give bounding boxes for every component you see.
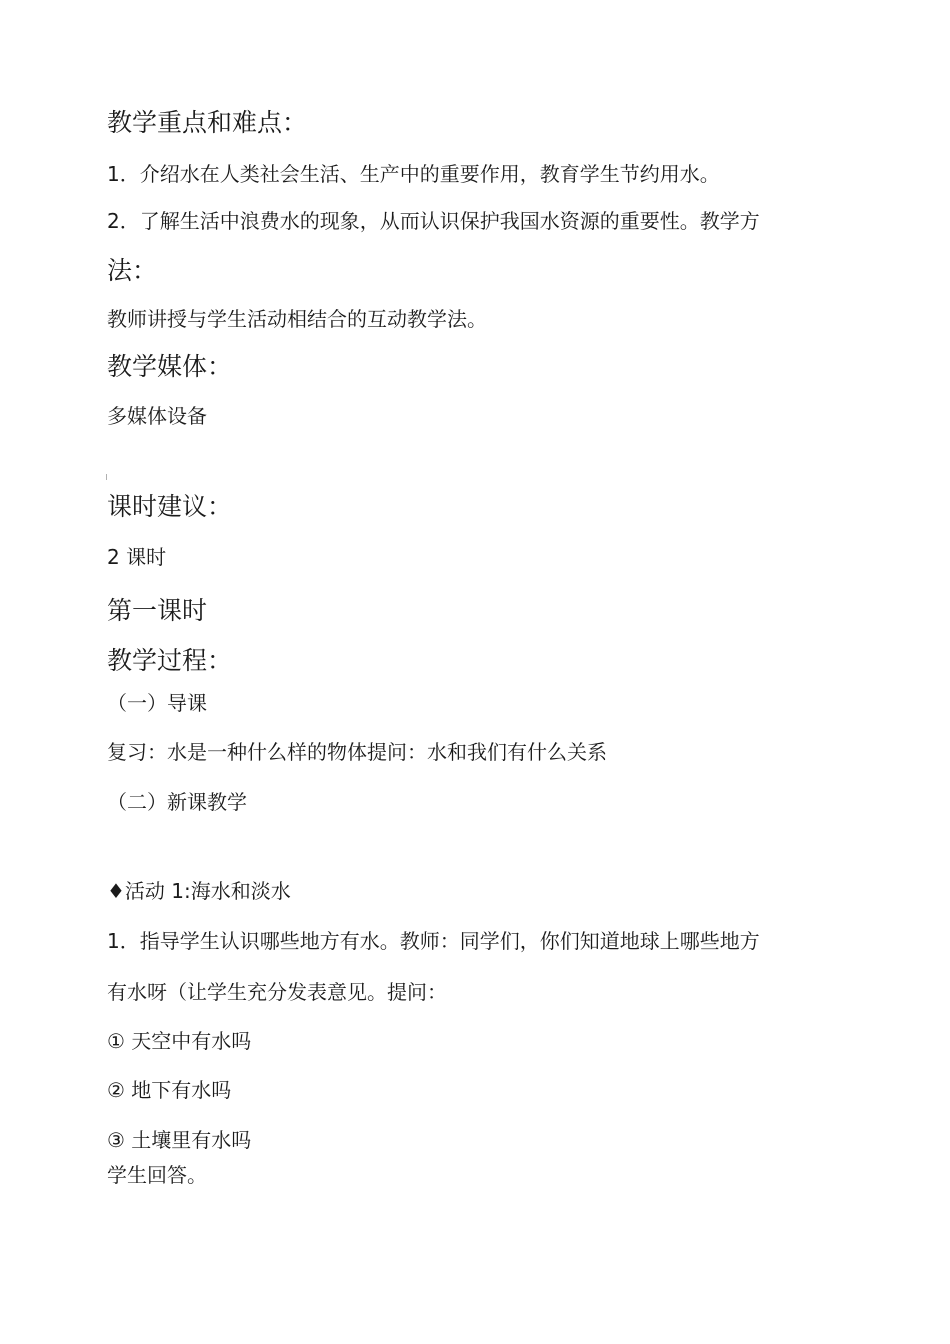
process-heading: 教学过程： [107,646,233,675]
first-lesson-heading: 第一课时 [107,596,208,625]
question-2: ② 地下有水吗 [107,1078,232,1102]
schedule-heading: 课时建议： [107,492,233,521]
question-1: ① 天空中有水吗 [107,1029,252,1053]
question-3: ③ 土壤里有水吗 [107,1128,252,1152]
teaching-media-heading: 教学媒体： [107,352,233,381]
teaching-method-text: 教师讲授与学生活动相结合的互动教学法。 [107,307,487,331]
key-points-heading: 教学重点和难点： [107,108,308,137]
step-1-intro: （一）导课 [107,691,207,715]
guide-line-1: 1．指导学生认识哪些地方有水。教师：同学们，你们知道地球上哪些地方 [107,929,760,953]
key-point-2-line-2: 法： [107,256,158,285]
key-point-2-line-1: 2．了解生活中浪费水的现象，从而认识保护我国水资源的重要性。教学方 [107,209,760,233]
review-text: 复习：水是一种什么样的物体提问：水和我们有什么关系 [107,740,607,764]
teaching-media-text: 多媒体设备 [107,404,207,428]
answer-text: 学生回答。 [107,1163,207,1187]
step-2-new-lesson: （二）新课教学 [107,790,247,814]
guide-line-2: 有水呀（让学生充分发表意见。提问： [107,980,447,1004]
schedule-text: 2 课时 [107,545,167,569]
margin-mark [106,474,107,480]
activity-1-heading: ♦活动 1:海水和淡水 [107,879,291,903]
key-point-1: 1．介绍水在人类社会生活、生产中的重要作用，教育学生节约用水。 [107,162,720,186]
